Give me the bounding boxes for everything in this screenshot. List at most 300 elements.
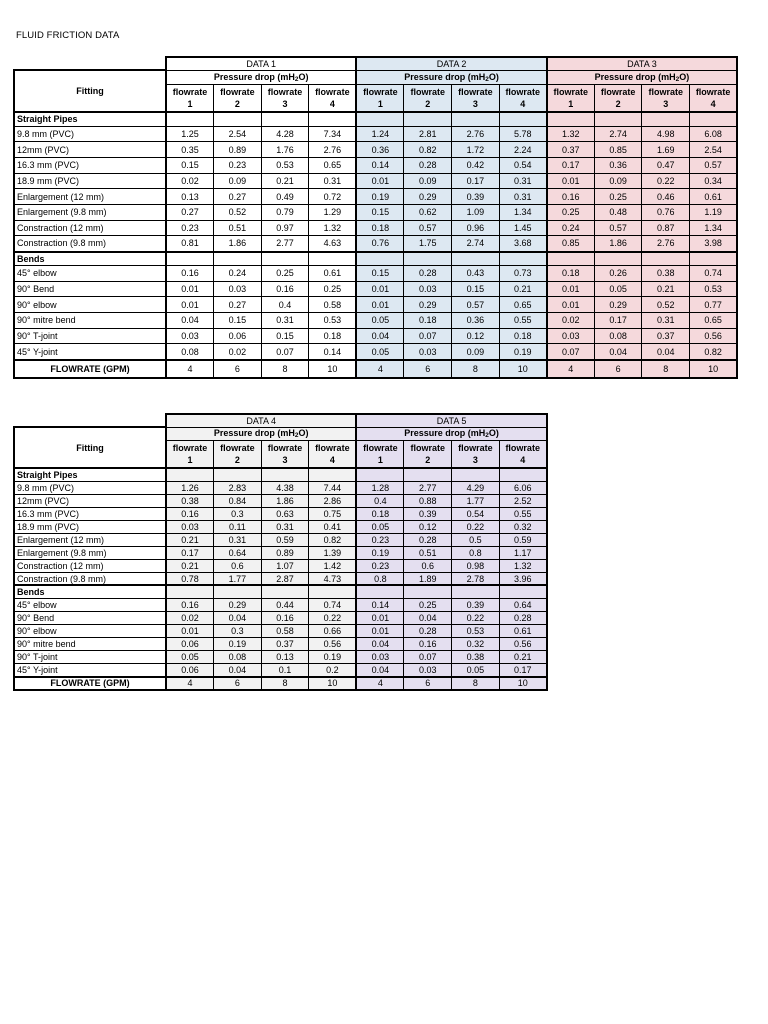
table-row	[14, 126, 737, 142]
pressure-value-cell: 2.86	[309, 494, 357, 507]
flowrate-column-header	[309, 440, 357, 468]
flowrate-column-header	[452, 440, 500, 468]
section-empty-cell	[547, 112, 595, 126]
pressure-value-cell: 0.05	[356, 313, 404, 329]
group-header: DATA 2	[356, 57, 546, 70]
pressure-drop-header	[356, 70, 546, 84]
pressure-value-cell: 0.05	[452, 664, 500, 677]
pressure-value-cell: 0.31	[309, 173, 357, 189]
section-bends: Bends	[14, 585, 166, 598]
pressure-drop-label-end: O)	[488, 428, 499, 438]
pressure-value-cell: 0.08	[594, 328, 642, 344]
section-empty-cell	[309, 112, 357, 126]
flowrate-word: flowrate	[315, 442, 350, 453]
table-row	[14, 220, 737, 236]
flowrate-gpm-value: 6	[594, 360, 642, 378]
flowrate-column-header	[214, 84, 262, 112]
section-empty-cell	[452, 468, 500, 481]
table-row	[14, 507, 547, 520]
pressure-value-cell: 0.59	[499, 533, 547, 546]
table-row	[14, 638, 547, 651]
pressure-value-cell: 2.87	[261, 572, 309, 585]
fluid-friction-table-1	[13, 56, 738, 379]
flowrate-word: flowrate	[695, 86, 731, 97]
pressure-value-cell: 1.32	[547, 126, 595, 142]
fitting-label: 90° mitre bend	[14, 313, 166, 329]
pressure-value-cell: 2.74	[452, 236, 500, 252]
pressure-value-cell: 0.55	[499, 313, 547, 329]
pressure-value-cell: 1.86	[261, 494, 309, 507]
pressure-value-cell: 0.31	[642, 313, 690, 329]
pressure-value-cell: 0.05	[356, 520, 404, 533]
pressure-value-cell: 0.54	[499, 157, 547, 173]
flowrate-word: flowrate	[220, 442, 255, 453]
pressure-value-cell: 2.74	[594, 126, 642, 142]
pressure-value-cell: 0.61	[690, 189, 738, 205]
pressure-value-cell: 0.31	[499, 173, 547, 189]
flowrate-word: flowrate	[172, 86, 208, 97]
group-header: DATA 3	[547, 57, 737, 70]
table-row	[14, 344, 737, 360]
pressure-value-cell: 0.01	[356, 611, 404, 624]
pressure-value-cell: 0.56	[690, 328, 738, 344]
pressure-value-cell: 0.19	[499, 344, 547, 360]
section-empty-cell	[261, 585, 309, 598]
pressure-value-cell: 0.38	[452, 651, 500, 664]
fitting-label: 90° elbow	[14, 297, 166, 313]
pressure-value-cell: 1.75	[404, 236, 452, 252]
section-empty-cell	[404, 468, 452, 481]
pressure-value-cell: 0.15	[214, 313, 262, 329]
pressure-value-cell: 0.49	[261, 189, 309, 205]
pressure-value-cell: 0.14	[309, 344, 357, 360]
flowrate-gpm-value: 4	[356, 677, 404, 690]
table-row	[14, 546, 547, 559]
table-row	[14, 651, 547, 664]
pressure-value-cell: 0.03	[404, 664, 452, 677]
pressure-value-cell: 0.12	[452, 328, 500, 344]
pressure-value-cell: 0.08	[214, 651, 262, 664]
pressure-value-cell: 0.22	[452, 611, 500, 624]
fitting-label: Constraction (12 mm)	[14, 220, 166, 236]
fitting-header: Fitting	[14, 70, 166, 112]
pressure-value-cell: 3.68	[499, 236, 547, 252]
flowrate-number: 1	[377, 454, 383, 465]
pressure-value-cell: 1.32	[309, 220, 357, 236]
table-row	[14, 494, 547, 507]
flowrate-column-header	[690, 84, 738, 112]
pressure-value-cell: 0.21	[166, 559, 214, 572]
pressure-value-cell: 0.13	[166, 189, 214, 205]
pressure-value-cell: 3.98	[690, 236, 738, 252]
pressure-value-cell: 0.21	[499, 281, 547, 297]
pressure-value-cell: 0.01	[547, 281, 595, 297]
flowrate-gpm-value: 4	[547, 360, 595, 378]
flowrate-gpm-value: 10	[690, 360, 738, 378]
pressure-value-cell: 0.85	[547, 236, 595, 252]
pressure-value-cell: 0.17	[166, 546, 214, 559]
flowrate-column-header	[166, 440, 214, 468]
pressure-value-cell: 4.63	[309, 236, 357, 252]
table-row	[14, 173, 737, 189]
flowrate-number: 1	[377, 98, 383, 109]
pressure-value-cell: 0.03	[404, 344, 452, 360]
pressure-value-cell: 0.31	[261, 520, 309, 533]
pressure-drop-subscript: 2	[485, 75, 489, 83]
flowrate-gpm-label: FLOWRATE (GPM)	[14, 360, 166, 378]
pressure-value-cell: 0.24	[547, 220, 595, 236]
pressure-value-cell: 0.98	[452, 559, 500, 572]
fitting-label: Constraction (9.8 mm)	[14, 236, 166, 252]
flowrate-column-header	[642, 84, 690, 112]
pressure-value-cell: 2.77	[404, 481, 452, 494]
pressure-value-cell: 0.28	[404, 624, 452, 637]
fitting-label: 90° Bend	[14, 281, 166, 297]
section-empty-cell	[261, 252, 309, 266]
flowrate-word: flowrate	[505, 442, 540, 453]
pressure-value-cell: 0.02	[547, 313, 595, 329]
pressure-value-cell: 0.09	[404, 173, 452, 189]
pressure-value-cell: 0.58	[261, 624, 309, 637]
section-empty-cell	[690, 252, 738, 266]
pressure-value-cell: 0.87	[642, 220, 690, 236]
flowrate-gpm-value: 6	[404, 360, 452, 378]
pressure-value-cell: 0.18	[356, 507, 404, 520]
pressure-value-cell: 0.27	[214, 189, 262, 205]
pressure-value-cell: 0.75	[309, 507, 357, 520]
pressure-value-cell: 0.74	[690, 266, 738, 282]
pressure-value-cell: 0.88	[404, 494, 452, 507]
table-row	[14, 297, 737, 313]
pressure-value-cell: 0.52	[214, 204, 262, 220]
section-empty-cell	[214, 585, 262, 598]
group-header: DATA 4	[166, 414, 356, 427]
pressure-value-cell: 0.42	[452, 157, 500, 173]
table-row	[14, 328, 737, 344]
fitting-label: Constraction (9.8 mm)	[14, 572, 166, 585]
pressure-value-cell: 0.04	[404, 611, 452, 624]
pressure-value-cell: 0.09	[214, 173, 262, 189]
pressure-value-cell: 0.01	[166, 297, 214, 313]
pressure-value-cell: 1.09	[452, 204, 500, 220]
pressure-value-cell: 2.54	[214, 126, 262, 142]
flowrate-word: flowrate	[363, 86, 398, 97]
pressure-value-cell: 0.81	[166, 236, 214, 252]
pressure-value-cell: 0.01	[356, 281, 404, 297]
section-empty-cell	[356, 252, 404, 266]
flowrate-number: 1	[187, 454, 193, 465]
flowrate-number: 1	[187, 98, 193, 109]
section-empty-cell	[690, 112, 738, 126]
pressure-drop-label-end: O)	[298, 71, 309, 82]
pressure-drop-label-end: O)	[298, 428, 309, 438]
table-row	[14, 313, 737, 329]
pressure-value-cell: 0.15	[261, 328, 309, 344]
section-empty-cell	[404, 585, 452, 598]
pressure-value-cell: 0.04	[356, 638, 404, 651]
pressure-value-cell: 0.79	[261, 204, 309, 220]
pressure-value-cell: 0.17	[547, 157, 595, 173]
pressure-drop-header	[547, 70, 737, 84]
section-empty-cell	[166, 468, 214, 481]
pressure-drop-label-end: O)	[679, 71, 690, 82]
pressure-value-cell: 0.01	[356, 624, 404, 637]
pressure-value-cell: 0.07	[404, 651, 452, 664]
pressure-value-cell: 0.77	[690, 297, 738, 313]
pressure-value-cell: 0.97	[261, 220, 309, 236]
table-row	[14, 559, 547, 572]
section-empty-cell	[452, 112, 500, 126]
table-row	[14, 481, 547, 494]
flowrate-number: 2	[234, 454, 240, 465]
pressure-value-cell: 0.08	[166, 344, 214, 360]
pressure-value-cell: 0.02	[166, 611, 214, 624]
table-row	[14, 611, 547, 624]
pressure-value-cell: 0.22	[642, 173, 690, 189]
pressure-value-cell: 2.76	[642, 236, 690, 252]
pressure-value-cell: 0.52	[642, 297, 690, 313]
pressure-value-cell: 0.27	[166, 204, 214, 220]
flowrate-gpm-value: 8	[642, 360, 690, 378]
table-row	[14, 572, 547, 585]
pressure-value-cell: 0.3	[214, 507, 262, 520]
pressure-value-cell: 0.76	[642, 204, 690, 220]
pressure-value-cell: 0.14	[356, 157, 404, 173]
fitting-label: Enlargement (12 mm)	[14, 189, 166, 205]
pressure-value-cell: 0.02	[166, 173, 214, 189]
section-empty-cell	[214, 252, 262, 266]
table-row	[14, 520, 547, 533]
flowrate-word: flowrate	[458, 442, 493, 453]
pressure-value-cell: 0.65	[309, 157, 357, 173]
flowrate-number: 2	[234, 98, 240, 109]
flowrate-column-header	[166, 84, 214, 112]
pressure-value-cell: 0.22	[309, 611, 357, 624]
pressure-value-cell: 0.63	[261, 507, 309, 520]
pressure-value-cell: 0.07	[404, 328, 452, 344]
flowrate-gpm-value: 6	[214, 360, 262, 378]
pressure-drop-subscript: 2	[294, 432, 299, 439]
pressure-value-cell: 0.85	[594, 142, 642, 158]
fitting-label: 45° elbow	[14, 266, 166, 282]
table-row	[14, 533, 547, 546]
flowrate-word: flowrate	[363, 442, 398, 453]
section-bends: Bends	[14, 252, 166, 266]
pressure-drop-header	[356, 427, 546, 440]
pressure-value-cell: 0.25	[404, 598, 452, 611]
header-spacer	[14, 414, 166, 427]
page-title: FLUID FRICTION DATA	[16, 30, 120, 41]
pressure-value-cell: 0.21	[499, 651, 547, 664]
pressure-value-cell: 0.01	[166, 281, 214, 297]
pressure-value-cell: 0.04	[166, 313, 214, 329]
pressure-value-cell: 2.77	[261, 236, 309, 252]
pressure-value-cell: 0.1	[261, 664, 309, 677]
pressure-value-cell: 0.04	[214, 664, 262, 677]
pressure-value-cell: 2.76	[452, 126, 500, 142]
flowrate-number: 2	[425, 454, 431, 465]
pressure-value-cell: 0.55	[499, 507, 547, 520]
table-row	[14, 204, 737, 220]
pressure-value-cell: 7.44	[309, 481, 357, 494]
fluid-friction-table-2	[13, 413, 548, 691]
pressure-value-cell: 0.62	[404, 204, 452, 220]
section-empty-cell	[499, 468, 547, 481]
pressure-value-cell: 0.51	[214, 220, 262, 236]
fitting-label: 45° Y-joint	[14, 664, 166, 677]
flowrate-column-header	[452, 84, 500, 112]
pressure-value-cell: 1.17	[499, 546, 547, 559]
section-empty-cell	[642, 112, 690, 126]
pressure-value-cell: 0.18	[499, 328, 547, 344]
pressure-value-cell: 6.06	[499, 481, 547, 494]
pressure-value-cell: 0.18	[309, 328, 357, 344]
pressure-value-cell: 0.15	[452, 281, 500, 297]
pressure-value-cell: 0.37	[642, 328, 690, 344]
section-empty-cell	[404, 252, 452, 266]
pressure-value-cell: 0.23	[214, 157, 262, 173]
pressure-value-cell: 0.66	[309, 624, 357, 637]
flowrate-number: 3	[472, 98, 478, 109]
pressure-value-cell: 3.96	[499, 572, 547, 585]
flowrate-gpm-value: 10	[309, 360, 357, 378]
pressure-value-cell: 0.04	[594, 344, 642, 360]
pressure-value-cell: 0.03	[214, 281, 262, 297]
section-empty-cell	[309, 585, 357, 598]
flowrate-column-header	[499, 84, 547, 112]
pressure-value-cell: 0.05	[356, 344, 404, 360]
pressure-value-cell: 0.22	[452, 520, 500, 533]
pressure-value-cell: 0.09	[594, 173, 642, 189]
pressure-value-cell: 0.6	[214, 559, 262, 572]
pressure-value-cell: 0.36	[594, 157, 642, 173]
fitting-label: 18.9 mm (PVC)	[14, 173, 166, 189]
fitting-label: 16.3 mm (PVC)	[14, 157, 166, 173]
fitting-label: 12mm (PVC)	[14, 494, 166, 507]
pressure-value-cell: 0.65	[499, 297, 547, 313]
pressure-value-cell: 0.19	[214, 638, 262, 651]
pressure-value-cell: 0.21	[261, 173, 309, 189]
pressure-value-cell: 1.32	[499, 559, 547, 572]
pressure-value-cell: 0.23	[166, 220, 214, 236]
pressure-value-cell: 1.69	[642, 142, 690, 158]
flowrate-gpm-value: 6	[214, 677, 262, 690]
pressure-value-cell: 0.04	[642, 344, 690, 360]
pressure-value-cell: 0.57	[404, 220, 452, 236]
pressure-value-cell: 0.39	[452, 598, 500, 611]
pressure-value-cell: 0.28	[404, 266, 452, 282]
pressure-drop-subscript: 2	[485, 432, 489, 439]
pressure-value-cell: 0.03	[404, 281, 452, 297]
pressure-value-cell: 2.52	[499, 494, 547, 507]
pressure-value-cell: 0.61	[499, 624, 547, 637]
pressure-value-cell: 4.29	[452, 481, 500, 494]
pressure-value-cell: 0.16	[166, 266, 214, 282]
pressure-value-cell: 0.15	[166, 157, 214, 173]
pressure-value-cell: 0.01	[356, 297, 404, 313]
pressure-value-cell: 0.53	[690, 281, 738, 297]
pressure-value-cell: 1.72	[452, 142, 500, 158]
pressure-value-cell: 0.06	[166, 664, 214, 677]
flowrate-column-header	[261, 440, 309, 468]
pressure-value-cell: 2.81	[404, 126, 452, 142]
pressure-value-cell: 0.38	[166, 494, 214, 507]
pressure-value-cell: 0.3	[214, 624, 262, 637]
flowrate-word: flowrate	[267, 442, 303, 453]
pressure-value-cell: 0.31	[261, 313, 309, 329]
pressure-value-cell: 0.01	[356, 173, 404, 189]
fitting-label: 90° Bend	[14, 611, 166, 624]
pressure-value-cell: 4.28	[261, 126, 309, 142]
pressure-value-cell: 0.35	[166, 142, 214, 158]
pressure-value-cell: 6.08	[690, 126, 738, 142]
pressure-value-cell: 0.8	[452, 546, 500, 559]
pressure-value-cell: 0.03	[166, 328, 214, 344]
pressure-value-cell: 0.25	[547, 204, 595, 220]
flowrate-gpm-value: 10	[499, 360, 547, 378]
flowrate-gpm-value: 10	[499, 677, 547, 690]
flowrate-number: 4	[329, 98, 335, 109]
pressure-value-cell: 0.57	[690, 157, 738, 173]
pressure-value-cell: 0.58	[309, 297, 357, 313]
pressure-value-cell: 0.06	[214, 328, 262, 344]
table-row	[14, 157, 737, 173]
pressure-value-cell: 0.04	[356, 664, 404, 677]
pressure-value-cell: 2.76	[309, 142, 357, 158]
section-empty-cell	[214, 468, 262, 481]
section-empty-cell	[356, 585, 404, 598]
flowrate-gpm-value: 6	[404, 677, 452, 690]
fitting-label: Constraction (12 mm)	[14, 559, 166, 572]
pressure-value-cell: 0.04	[214, 611, 262, 624]
section-empty-cell	[452, 252, 500, 266]
pressure-value-cell: 7.34	[309, 126, 357, 142]
pressure-value-cell: 1.77	[214, 572, 262, 585]
pressure-value-cell: 0.23	[356, 533, 404, 546]
section-straight-pipes: Straight Pipes	[14, 468, 166, 481]
pressure-value-cell: 0.04	[356, 328, 404, 344]
pressure-value-cell: 0.39	[452, 189, 500, 205]
pressure-drop-label: Pressure drop (mH	[404, 71, 486, 82]
pressure-value-cell: 0.07	[547, 344, 595, 360]
pressure-drop-header	[166, 427, 356, 440]
fitting-label: Enlargement (12 mm)	[14, 533, 166, 546]
pressure-value-cell: 0.59	[261, 533, 309, 546]
pressure-value-cell: 0.74	[309, 598, 357, 611]
flowrate-number: 2	[615, 98, 621, 109]
pressure-value-cell: 0.64	[499, 598, 547, 611]
pressure-value-cell: 0.4	[261, 297, 309, 313]
pressure-value-cell: 1.89	[404, 572, 452, 585]
section-empty-cell	[166, 112, 214, 126]
pressure-value-cell: 5.78	[499, 126, 547, 142]
flowrate-number: 3	[282, 98, 288, 109]
pressure-value-cell: 1.28	[356, 481, 404, 494]
pressure-value-cell: 0.17	[452, 173, 500, 189]
pressure-value-cell: 0.21	[166, 533, 214, 546]
pressure-value-cell: 0.11	[214, 520, 262, 533]
fitting-label: Enlargement (9.8 mm)	[14, 204, 166, 220]
group-header: DATA 1	[166, 57, 356, 70]
flowrate-gpm-value: 8	[452, 360, 500, 378]
pressure-value-cell: 0.56	[309, 638, 357, 651]
pressure-value-cell: 0.28	[404, 533, 452, 546]
pressure-value-cell: 0.28	[404, 157, 452, 173]
pressure-value-cell: 0.12	[404, 520, 452, 533]
flowrate-word: flowrate	[458, 86, 493, 97]
section-empty-cell	[642, 252, 690, 266]
pressure-value-cell: 0.32	[452, 638, 500, 651]
